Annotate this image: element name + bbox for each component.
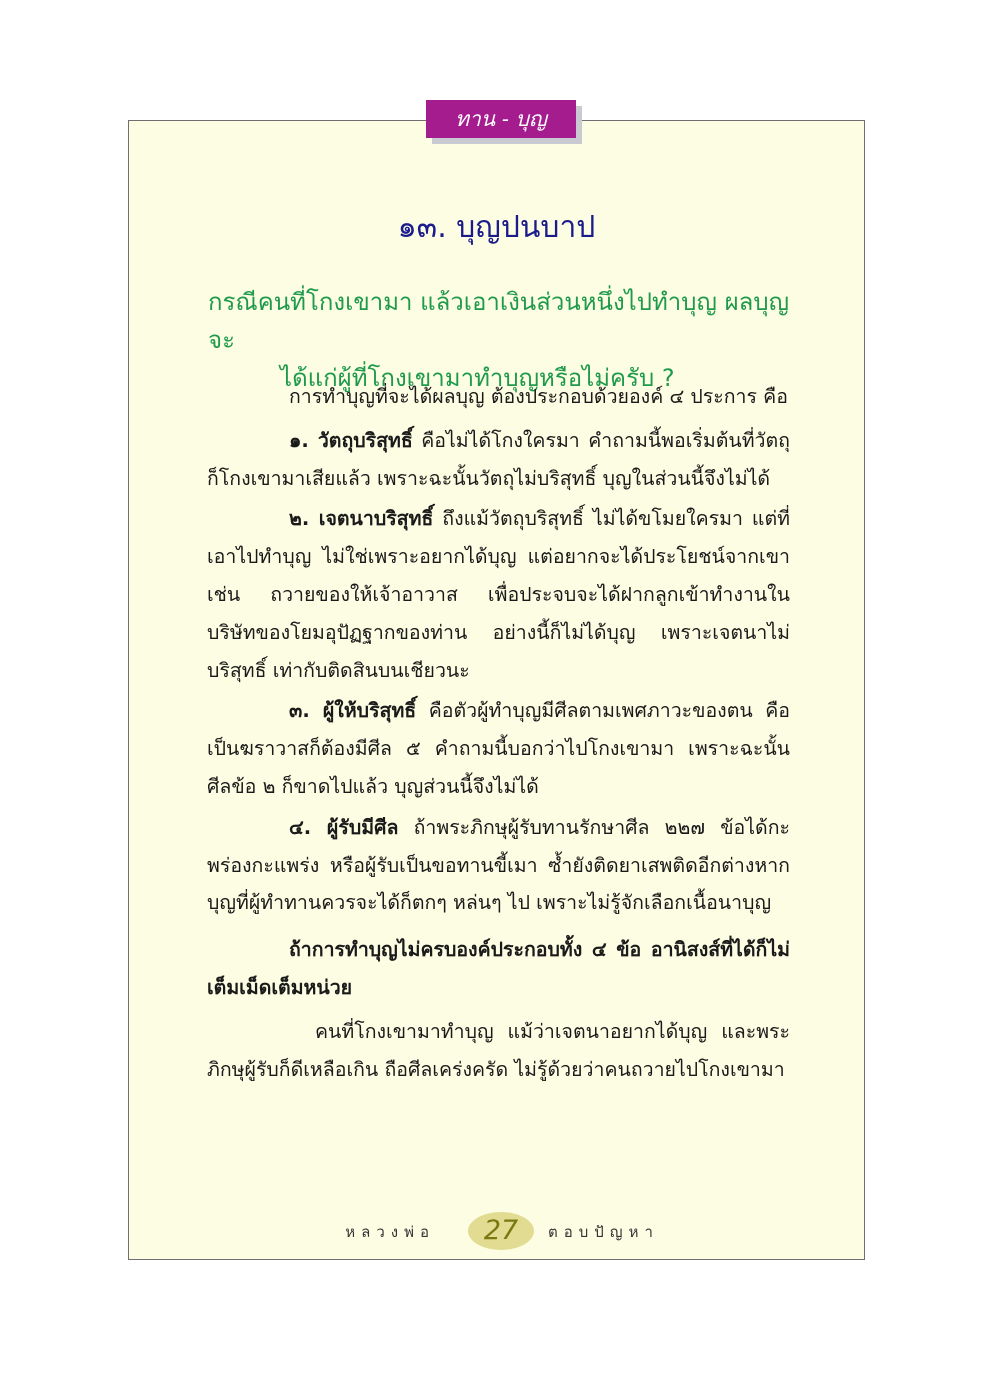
answer-item-4 (207, 809, 790, 922)
answer-item-3-heading: ๓. ผู้ให้บริสุทธิ์ (289, 699, 417, 723)
answer-item-2-text: ถึงแม้วัตถุบริสุทธิ์ ไม่ได้ขโมยใครมา แต่ที่เอาไปทำบุญ ไม่ใช่เพราะอยากได้บุญ แต่อยากจะได้ประโยชน์จากเขา เช่น ถวายของให้เจ้าอาวาส เพื่อประจบจะได้ฝากลูกเข้าทำงานในบริษัทของโยมอุปัฏฐากของท่าน อย่างนี้ก็ไม่ได้บุญ เพราะเจตนาไม่บริสุทธิ์ เท่ากับติดสินบนเชียวนะ (207, 507, 790, 682)
page-number-badge: 27 (468, 1212, 534, 1250)
answer-item-1-text: คือไม่ได้โกงใครมา คำถามนี้พอเริ่มต้นที่วัตถุก็โกงเขามาเสียแล้ว เพราะฉะนั้นวัตถุไม่บริสุทธิ์ บุญในส่วนนี้จึงไม่ได้ (207, 428, 790, 490)
answer-item-1-heading: ๑. วัตถุบริสุทธิ์ (289, 428, 413, 452)
footer-book-title-right: ตอบปัญหา (548, 1223, 659, 1241)
chapter-title: ๑๓. บุญปนบาป (397, 210, 596, 245)
answer-item-4-text: ถ้าพระภิกษุผู้รับทานรักษาศีล ๒๒๗ ข้อได้กะพร่องกะแพร่ง หรือผู้รับเป็นขอทานขี้เมา ซ้ำยังติดยาเสพติดอีกต่างหาก บุญที่ผู้ทำทานควรจะได้ก็ตกๆ หล่นๆ ไป เพราะไม่รู้จักเลือกเนื้อนาบุญ (207, 815, 791, 915)
answer-item-2-heading: ๒. เจตนาบริสุทธิ์ (289, 507, 434, 531)
question-line-2: ได้แก่ผู้ที่โกงเขามาทำบุญหรือไม่ครับ ? (280, 364, 675, 392)
answer-item-3-text: คือตัวผู้ทำบุญมีศีลตามเพศภาวะของตน คือ เป็นฆราวาสก็ต้องมีศีล ๕ คำถามนี้บอกว่าไปโกงเขามา เพราะฉะนั้น ศีลข้อ ๒ ก็ขาดไปแล้ว บุญส่วนนี้จึงไม่ได้ (207, 699, 790, 798)
answer-item-4-heading: ๔. ผู้รับมีศีล (289, 815, 399, 839)
page-footer (128, 1212, 865, 1252)
question-line-1: กรณีคนที่โกงเขามา แล้วเอาเงินส่วนหนึ่งไปทำบุญ ผลบุญจะ (208, 288, 790, 354)
section-tab: ทาน - บุญ (426, 100, 576, 138)
answer-item-3 (207, 692, 790, 805)
answer-summary: ถ้าการทำบุญไม่ครบองค์ประกอบทั้ง ๔ ข้อ อานิสงส์ที่ได้ก็ไม่เต็มเม็ดเต็มหน่วย (207, 938, 790, 999)
answer-item-2 (207, 500, 790, 689)
answer-body (207, 378, 790, 1088)
answer-item-1 (207, 422, 790, 498)
answer-intro: การทำบุญที่จะได้ผลบุญ ต้องประกอบด้วยองค์ ๔ ประการ คือ (289, 385, 788, 408)
footer-book-title-left: หลวงพ่อ (345, 1223, 435, 1241)
answer-closing: คนที่โกงเขามาทำบุญ แม้ว่าเจตนาอยากได้บุญ และพระภิกษุผู้รับก็ดีเหลือเกิน ถือศีลเคร่งครัด ไม่รู้ด้วยว่าคนถวายไปโกงเขามา (207, 1019, 790, 1081)
